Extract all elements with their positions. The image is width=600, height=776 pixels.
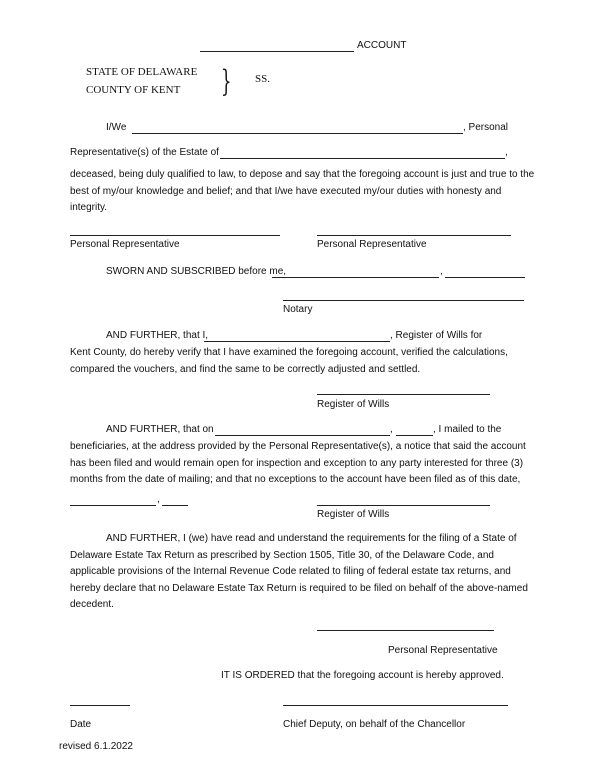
sworn-comma: ,	[440, 266, 443, 277]
mailing-date-blank[interactable]	[70, 505, 156, 506]
estate-tax-signature-line[interactable]	[317, 630, 494, 631]
order-text: IT IS ORDERED that the foregoing account is hereby approved.	[221, 670, 504, 681]
sworn-text: SWORN AND SUBSCRIBED before me,	[106, 266, 287, 277]
pr-signature-line-left[interactable]	[70, 235, 280, 236]
ss-label: SS.	[255, 73, 270, 85]
estate-tax-text: AND FURTHER, I (we) have read and understand the requirements for the filing of a State of Delaware Estate Tax Return as prescribed by Section 1505, Title 30, of the Delaware Code, and applicable provisions of the Internal Revenue Code related to filing of federal estate tax returns, and hereby declare that no Delaware Estate Tax Return is required to be filed on behalf of the above-named decedent.	[70, 533, 528, 610]
county-label: COUNTY OF KENT	[86, 84, 181, 96]
register-signature-line-1[interactable]	[317, 394, 490, 395]
chief-deputy-signature-line[interactable]	[283, 705, 508, 706]
estate-comma: ,	[505, 147, 508, 158]
mailing-body: beneficiaries, at the address provided by the Personal Representative(s), a notice that said the account has been filed and would remain open for inspection and exception to any party interested for three (3) months from the date of mailing; and that no exceptions to the account have been filed as of this date,	[70, 441, 526, 485]
mailing-date-year-blank[interactable]	[162, 505, 188, 506]
mailing-year-field[interactable]	[396, 435, 433, 436]
notary-label: Notary	[283, 304, 313, 315]
notary-signature-line[interactable]	[283, 300, 524, 301]
register-label-2: Register of Wills	[317, 509, 390, 520]
iwe-label: I/We	[106, 122, 127, 133]
mailing-date-comma: ,	[157, 494, 160, 505]
sworn-name-field[interactable]	[272, 277, 439, 278]
order-date-line[interactable]	[70, 705, 130, 706]
pr-label-left: Personal Representative	[70, 239, 180, 250]
pr-signature-line-right[interactable]	[317, 235, 511, 236]
mailing-mailed: , I mailed to the	[433, 424, 502, 435]
oath-body: deceased, being duly qualified to law, to depose and say that the foregoing account is just and true to the best of my/our knowledge and belief; and that I/we have executed my/our duties with honesty and integrity.	[70, 169, 535, 213]
estate-tax-pr-label: Personal Representative	[388, 645, 498, 656]
representative-of-estate-label: Representative(s) of the Estate of	[70, 147, 219, 158]
estate-name-field[interactable]	[220, 158, 505, 159]
mailing-date-field[interactable]	[215, 435, 390, 436]
register-name-field[interactable]	[204, 341, 390, 342]
revised-label: revised 6.1.2022	[59, 741, 133, 752]
register-of-wills-for: , Register of Wills for	[390, 330, 483, 341]
register-verify-body: Kent County, do hereby verify that I have examined the foregoing account, verified the calculations, compared the vouchers, and find the same to be correctly adjusted and settled.	[70, 347, 508, 375]
pr-label-right: Personal Representative	[317, 239, 427, 250]
register-and-further: AND FURTHER, that I,	[106, 330, 209, 341]
register-signature-line-2[interactable]	[317, 505, 490, 506]
brace-icon: }	[221, 64, 232, 99]
mailing-and-further: AND FURTHER, that on	[106, 424, 214, 435]
register-label-1: Register of Wills	[317, 399, 390, 410]
personal-trailing-text: , Personal	[463, 122, 509, 133]
mailing-comma: ,	[390, 424, 393, 435]
personal-rep-name-field[interactable]	[132, 133, 463, 134]
sworn-date-field[interactable]	[445, 277, 525, 278]
account-label: ACCOUNT	[357, 40, 407, 51]
estate-tax-body	[70, 531, 540, 614]
chief-deputy-label: Chief Deputy, on behalf of the Chancellor	[283, 719, 466, 730]
order-date-label: Date	[70, 719, 92, 730]
state-label: STATE OF DELAWARE	[86, 66, 198, 78]
account-blank-line[interactable]	[200, 51, 354, 52]
